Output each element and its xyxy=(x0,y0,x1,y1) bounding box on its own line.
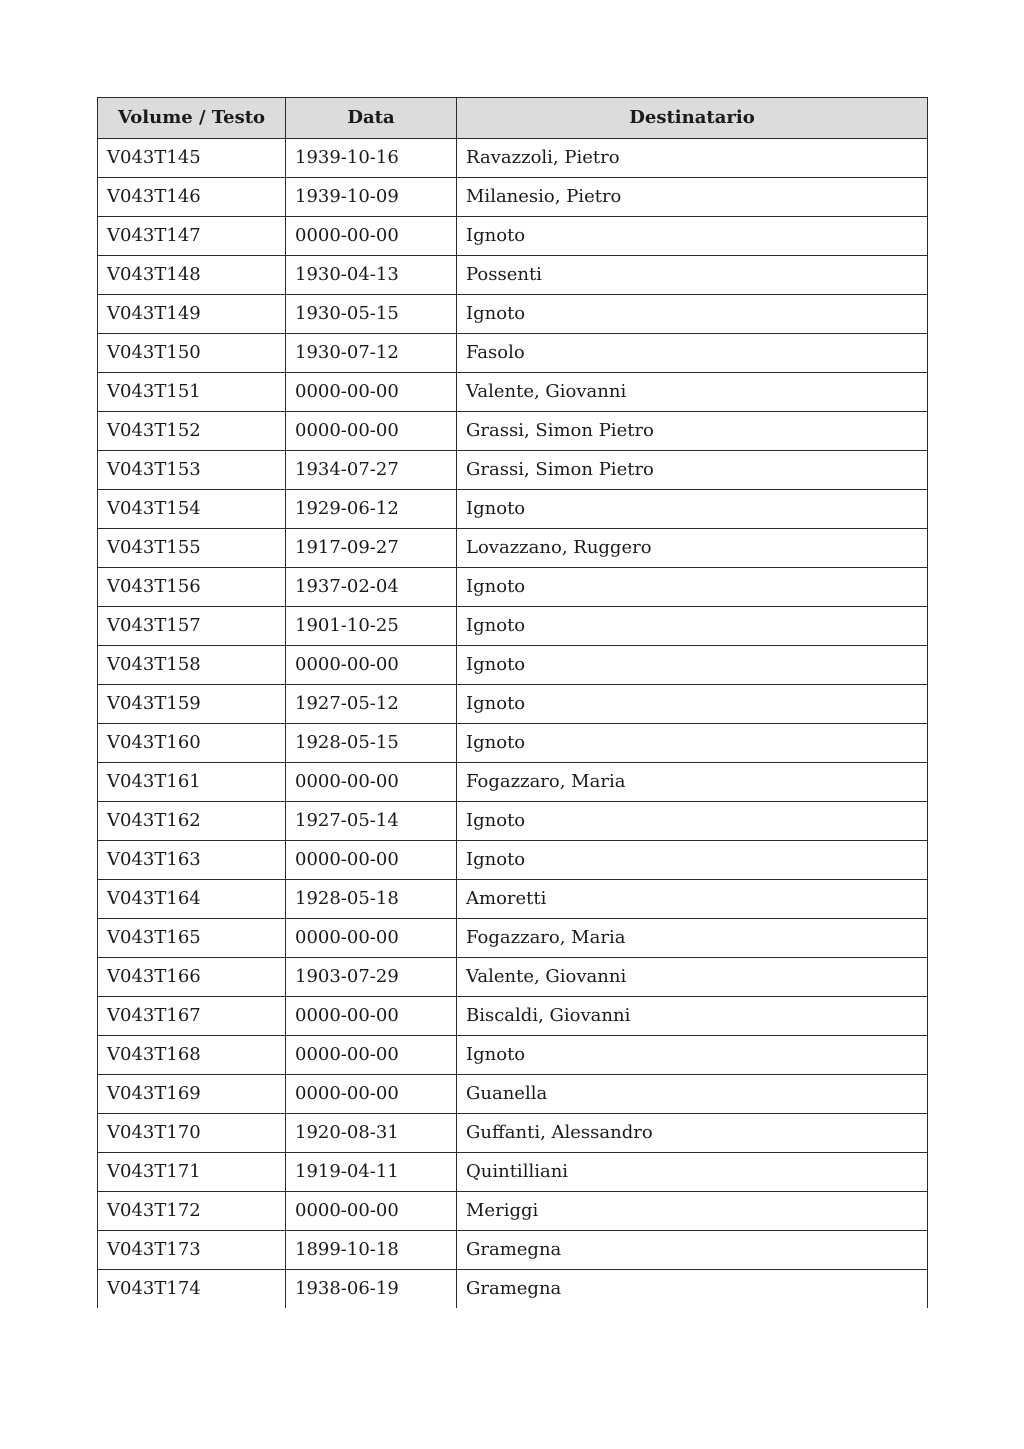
cell-data: 1937-02-04 xyxy=(286,568,457,607)
cell-volume-testo: V043T146 xyxy=(98,178,286,217)
cell-destinatario: Fasolo xyxy=(457,334,928,373)
table-row xyxy=(98,841,928,880)
cell-destinatario: Grassi, Simon Pietro xyxy=(457,412,928,451)
cell-data: 0000-00-00 xyxy=(286,412,457,451)
cell-data: 1938-06-19 xyxy=(286,1270,457,1309)
cell-destinatario: Ignoto xyxy=(457,685,928,724)
cell-volume-testo: V043T174 xyxy=(98,1270,286,1309)
cell-volume-testo: V043T173 xyxy=(98,1231,286,1270)
table-row xyxy=(98,724,928,763)
cell-volume-testo: V043T165 xyxy=(98,919,286,958)
cell-data: 0000-00-00 xyxy=(286,1036,457,1075)
cell-data: 0000-00-00 xyxy=(286,841,457,880)
cell-destinatario: Ignoto xyxy=(457,607,928,646)
cell-data: 1919-04-11 xyxy=(286,1153,457,1192)
cell-data: 1899-10-18 xyxy=(286,1231,457,1270)
cell-data: 0000-00-00 xyxy=(286,997,457,1036)
cell-volume-testo: V043T169 xyxy=(98,1075,286,1114)
table-header xyxy=(98,98,928,139)
cell-data: 1901-10-25 xyxy=(286,607,457,646)
letters-table xyxy=(97,97,928,1308)
cell-data: 1930-07-12 xyxy=(286,334,457,373)
table-row xyxy=(98,1036,928,1075)
cell-destinatario: Milanesio, Pietro xyxy=(457,178,928,217)
cell-volume-testo: V043T172 xyxy=(98,1192,286,1231)
column-header-volume-testo: Volume / Testo xyxy=(98,98,286,139)
cell-destinatario: Ignoto xyxy=(457,841,928,880)
cell-volume-testo: V043T148 xyxy=(98,256,286,295)
cell-destinatario: Guffanti, Alessandro xyxy=(457,1114,928,1153)
cell-destinatario: Ignoto xyxy=(457,646,928,685)
table-row xyxy=(98,529,928,568)
cell-volume-testo: V043T162 xyxy=(98,802,286,841)
cell-destinatario: Fogazzaro, Maria xyxy=(457,919,928,958)
cell-destinatario: Ignoto xyxy=(457,724,928,763)
table-row xyxy=(98,178,928,217)
cell-volume-testo: V043T149 xyxy=(98,295,286,334)
cell-volume-testo: V043T159 xyxy=(98,685,286,724)
cell-data: 0000-00-00 xyxy=(286,763,457,802)
cell-destinatario: Ignoto xyxy=(457,568,928,607)
cell-data: 1939-10-16 xyxy=(286,139,457,178)
table-row xyxy=(98,295,928,334)
cell-destinatario: Amoretti xyxy=(457,880,928,919)
cell-volume-testo: V043T152 xyxy=(98,412,286,451)
cell-destinatario: Gramegna xyxy=(457,1270,928,1309)
table-row xyxy=(98,256,928,295)
cell-volume-testo: V043T153 xyxy=(98,451,286,490)
cell-data: 1927-05-12 xyxy=(286,685,457,724)
table-row xyxy=(98,490,928,529)
table-row xyxy=(98,763,928,802)
cell-destinatario: Ignoto xyxy=(457,217,928,256)
cell-volume-testo: V043T170 xyxy=(98,1114,286,1153)
cell-data: 0000-00-00 xyxy=(286,217,457,256)
table-body xyxy=(98,139,928,1309)
header-row xyxy=(98,98,928,139)
cell-volume-testo: V043T151 xyxy=(98,373,286,412)
cell-volume-testo: V043T158 xyxy=(98,646,286,685)
table-row xyxy=(98,412,928,451)
cell-data: 1930-04-13 xyxy=(286,256,457,295)
cell-destinatario: Ignoto xyxy=(457,295,928,334)
cell-destinatario: Biscaldi, Giovanni xyxy=(457,997,928,1036)
cell-destinatario: Ignoto xyxy=(457,490,928,529)
column-header-data: Data xyxy=(286,98,457,139)
table-row xyxy=(98,607,928,646)
cell-data: 1928-05-15 xyxy=(286,724,457,763)
table-row xyxy=(98,568,928,607)
cell-destinatario: Ravazzoli, Pietro xyxy=(457,139,928,178)
cell-destinatario: Quintilliani xyxy=(457,1153,928,1192)
cell-data: 0000-00-00 xyxy=(286,919,457,958)
cell-data: 1903-07-29 xyxy=(286,958,457,997)
table-row xyxy=(98,919,928,958)
cell-data: 0000-00-00 xyxy=(286,646,457,685)
table-row xyxy=(98,1114,928,1153)
table-row xyxy=(98,373,928,412)
cell-data: 0000-00-00 xyxy=(286,1075,457,1114)
table-row xyxy=(98,997,928,1036)
cell-volume-testo: V043T157 xyxy=(98,607,286,646)
table-row xyxy=(98,334,928,373)
cell-volume-testo: V043T166 xyxy=(98,958,286,997)
table-row xyxy=(98,1231,928,1270)
cell-volume-testo: V043T147 xyxy=(98,217,286,256)
column-header-destinatario: Destinatario xyxy=(457,98,928,139)
cell-data: 1927-05-14 xyxy=(286,802,457,841)
table-row xyxy=(98,880,928,919)
cell-volume-testo: V043T156 xyxy=(98,568,286,607)
cell-volume-testo: V043T154 xyxy=(98,490,286,529)
cell-data: 1934-07-27 xyxy=(286,451,457,490)
cell-destinatario: Ignoto xyxy=(457,1036,928,1075)
cell-destinatario: Lovazzano, Ruggero xyxy=(457,529,928,568)
cell-destinatario: Possenti xyxy=(457,256,928,295)
table-row xyxy=(98,1270,928,1309)
cell-data: 1939-10-09 xyxy=(286,178,457,217)
table-row xyxy=(98,958,928,997)
cell-volume-testo: V043T150 xyxy=(98,334,286,373)
cell-volume-testo: V043T145 xyxy=(98,139,286,178)
cell-destinatario: Meriggi xyxy=(457,1192,928,1231)
cell-destinatario: Gramegna xyxy=(457,1231,928,1270)
table-row xyxy=(98,1153,928,1192)
cell-volume-testo: V043T168 xyxy=(98,1036,286,1075)
cell-volume-testo: V043T155 xyxy=(98,529,286,568)
cell-destinatario: Valente, Giovanni xyxy=(457,373,928,412)
table-row xyxy=(98,1075,928,1114)
cell-data: 1929-06-12 xyxy=(286,490,457,529)
cell-data: 0000-00-00 xyxy=(286,373,457,412)
table-row xyxy=(98,646,928,685)
table-row xyxy=(98,685,928,724)
cell-data: 1917-09-27 xyxy=(286,529,457,568)
cell-volume-testo: V043T164 xyxy=(98,880,286,919)
cell-data: 1928-05-18 xyxy=(286,880,457,919)
cell-volume-testo: V043T163 xyxy=(98,841,286,880)
table-row xyxy=(98,1192,928,1231)
cell-destinatario: Guanella xyxy=(457,1075,928,1114)
cell-data: 1920-08-31 xyxy=(286,1114,457,1153)
cell-data: 1930-05-15 xyxy=(286,295,457,334)
cell-destinatario: Valente, Giovanni xyxy=(457,958,928,997)
cell-volume-testo: V043T171 xyxy=(98,1153,286,1192)
cell-volume-testo: V043T167 xyxy=(98,997,286,1036)
table-row xyxy=(98,217,928,256)
cell-destinatario: Ignoto xyxy=(457,802,928,841)
cell-volume-testo: V043T160 xyxy=(98,724,286,763)
cell-data: 0000-00-00 xyxy=(286,1192,457,1231)
table-row xyxy=(98,139,928,178)
table-row xyxy=(98,451,928,490)
table-row xyxy=(98,802,928,841)
cell-volume-testo: V043T161 xyxy=(98,763,286,802)
cell-destinatario: Grassi, Simon Pietro xyxy=(457,451,928,490)
cell-destinatario: Fogazzaro, Maria xyxy=(457,763,928,802)
